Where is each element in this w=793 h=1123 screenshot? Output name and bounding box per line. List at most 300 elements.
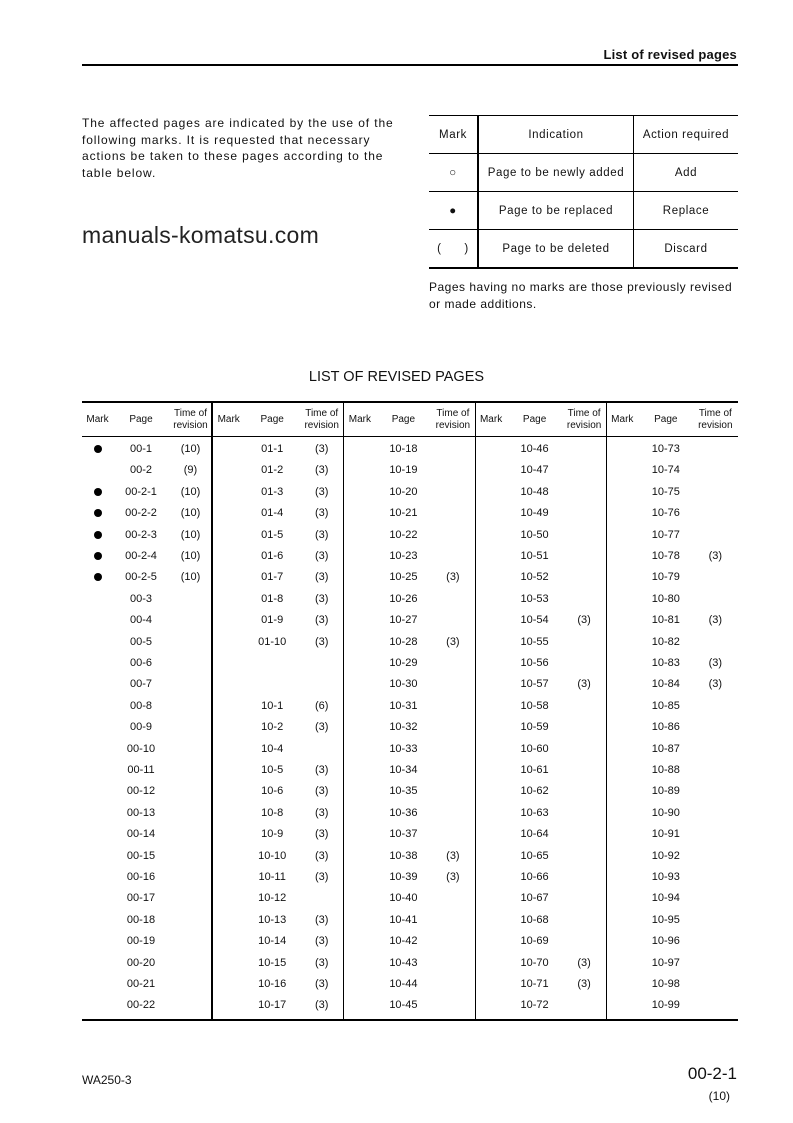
table-row xyxy=(82,589,211,610)
mark-cell xyxy=(344,503,375,524)
revised-pages-table xyxy=(82,401,738,1021)
revision-cell: (3) xyxy=(577,678,591,691)
mark-cell xyxy=(82,824,113,845)
mark-cell xyxy=(476,503,507,524)
revision-cell xyxy=(431,888,474,909)
header-time: Time of revision xyxy=(173,407,208,431)
revision-cell xyxy=(169,781,212,802)
page-cell: 10-53 xyxy=(520,592,549,605)
table-row xyxy=(607,781,738,802)
mark-cell xyxy=(344,567,375,588)
table-row xyxy=(213,995,343,1016)
revision-cell: (3) xyxy=(314,464,329,477)
table-row xyxy=(607,589,738,610)
table-row xyxy=(476,567,606,588)
revision-cell: (10) xyxy=(180,507,201,520)
revision-cell xyxy=(563,781,606,802)
page-cell: 10-89 xyxy=(651,785,680,798)
page-cell: 10-34 xyxy=(389,764,418,776)
revision-cell: (3) xyxy=(314,485,329,498)
revision-cell: (3) xyxy=(314,806,329,819)
table-row xyxy=(213,781,343,802)
table-row xyxy=(82,803,211,824)
revision-cell xyxy=(169,995,212,1016)
page-cell: 00-22 xyxy=(126,999,156,1012)
page-cell: 10-8 xyxy=(261,806,284,819)
revision-cell: (3) xyxy=(314,956,329,969)
table-row xyxy=(607,824,738,845)
watermark: manuals-komatsu.com xyxy=(82,222,320,248)
mark-cell xyxy=(344,653,375,674)
table-row xyxy=(607,460,738,481)
legend-header-action: Action required xyxy=(634,116,739,154)
table-row xyxy=(344,717,474,738)
mark-cell xyxy=(476,888,507,909)
mark-cell xyxy=(344,460,375,481)
mark-cell xyxy=(607,867,638,888)
mark-cell xyxy=(344,974,375,995)
mark-cell xyxy=(213,910,244,931)
revision-cell xyxy=(563,589,606,610)
revision-cell xyxy=(431,953,474,974)
revision-cell xyxy=(431,974,474,995)
revision-cell xyxy=(563,760,606,781)
mark-cell xyxy=(82,995,113,1016)
mark-cell xyxy=(82,888,113,909)
mark-cell xyxy=(344,610,375,631)
table-row xyxy=(607,760,738,781)
page-number: 00-2-1 xyxy=(687,1064,737,1083)
revision-cell xyxy=(169,739,212,760)
mark-cell xyxy=(213,867,244,888)
revision-cell xyxy=(694,824,737,845)
page-cell: 10-2 xyxy=(261,721,284,734)
header-time: Time of revision xyxy=(435,407,471,431)
header-mark: Mark xyxy=(479,413,503,425)
page-cell: 10-96 xyxy=(651,935,680,948)
table-row xyxy=(476,760,606,781)
revision-cell xyxy=(563,546,606,567)
revision-cell xyxy=(694,953,737,974)
table-row xyxy=(344,460,474,481)
mark-cell xyxy=(82,931,113,952)
model-number: WA250-3 xyxy=(82,1073,132,1087)
mark-cell xyxy=(82,653,113,674)
page-cell: 00-11 xyxy=(127,764,155,776)
mark-cell xyxy=(213,931,244,952)
table-row xyxy=(607,867,738,888)
mark-cell xyxy=(82,974,113,995)
table-row xyxy=(344,781,474,802)
page-cell: 10-42 xyxy=(389,935,418,948)
mark-cell xyxy=(344,589,375,610)
page-cell: 01-9 xyxy=(261,614,284,627)
mark-cell xyxy=(213,460,244,481)
revision-cell: (3) xyxy=(314,443,329,455)
table-row xyxy=(344,867,474,888)
page-cell: 01-3 xyxy=(261,485,284,498)
page-cell: 10-94 xyxy=(651,892,680,905)
revision-cell xyxy=(431,803,474,824)
page-cell: 00-19 xyxy=(126,935,156,948)
page-cell: 10-27 xyxy=(389,614,418,627)
mark-cell xyxy=(476,974,507,995)
legend-action: Discard xyxy=(634,230,739,269)
table-row xyxy=(82,910,211,931)
mark-cell xyxy=(344,674,375,695)
table-row xyxy=(82,974,211,995)
table-row xyxy=(344,824,474,845)
table-row xyxy=(213,525,343,546)
page-cell: 10-6 xyxy=(261,785,284,798)
mark-cell xyxy=(344,439,375,460)
table-row xyxy=(213,546,343,567)
mark-cell xyxy=(607,632,638,653)
mark-cell xyxy=(607,974,638,995)
table-row xyxy=(344,567,474,588)
revision-cell xyxy=(563,460,606,481)
mark-cell xyxy=(82,674,113,695)
table-row xyxy=(476,674,606,695)
revision-cell xyxy=(431,824,474,845)
page-revision: (10) xyxy=(708,1089,730,1103)
page-cell: 00-20 xyxy=(126,956,156,969)
revision-cell: (6) xyxy=(314,699,329,712)
revision-cell xyxy=(563,503,606,524)
mark-cell xyxy=(476,867,507,888)
mark-cell xyxy=(476,439,507,460)
table-row xyxy=(607,717,738,738)
table-row xyxy=(607,974,738,995)
table-column-group xyxy=(476,403,607,1019)
revision-cell: (3) xyxy=(446,849,460,862)
revision-cell xyxy=(169,846,212,867)
revision-cell xyxy=(694,846,737,867)
page-cell: 01-10 xyxy=(258,635,287,648)
page-cell: 10-92 xyxy=(651,849,680,862)
mark-cell xyxy=(476,460,507,481)
page-cell: 00-9 xyxy=(129,721,153,734)
table-row xyxy=(82,931,211,952)
table-row xyxy=(344,931,474,952)
table-row xyxy=(607,739,738,760)
table-row xyxy=(476,482,606,503)
page-cell: 10-18 xyxy=(389,443,418,455)
page-cell: 00-4 xyxy=(129,614,153,627)
revision-cell xyxy=(431,525,474,546)
revision-cell xyxy=(431,482,474,503)
mark-cell xyxy=(476,632,507,653)
table-row xyxy=(607,910,738,931)
mark-cell xyxy=(213,567,244,588)
mark-cell xyxy=(607,781,638,802)
mark-cell xyxy=(476,739,507,760)
note-paragraph: Pages having no marks are those previously revised or made additions. xyxy=(429,280,733,311)
page-cell: 10-62 xyxy=(520,785,549,798)
table-row xyxy=(344,525,474,546)
parentheses-mark-icon: ( ) xyxy=(429,230,478,269)
mark-cell xyxy=(607,739,638,760)
revision-cell xyxy=(694,867,737,888)
table-row xyxy=(82,503,211,524)
page-cell: 10-19 xyxy=(389,464,418,477)
mark-cell xyxy=(213,974,244,995)
table-row xyxy=(82,525,211,546)
page-cell: 10-56 xyxy=(520,657,549,669)
table-row xyxy=(82,439,211,460)
revision-cell xyxy=(563,567,606,588)
revision-cell xyxy=(169,589,212,610)
revision-cell xyxy=(431,717,474,738)
mark-cell xyxy=(82,910,113,931)
revision-cell xyxy=(563,739,606,760)
replaced-mark-icon xyxy=(82,439,113,460)
revision-cell xyxy=(169,717,212,738)
page-cell: 10-5 xyxy=(261,764,284,776)
revision-cell xyxy=(563,931,606,952)
revision-cell: (3) xyxy=(314,635,329,648)
revision-cell: (10) xyxy=(180,443,201,455)
replaced-mark-icon xyxy=(82,482,113,503)
revision-cell: (3) xyxy=(577,614,591,627)
intro-paragraph: The affected pages are indicated by the use of the following marks. It is requested that necessary actions be taken to these pages according to the table below. xyxy=(82,116,394,180)
mark-cell xyxy=(344,482,375,503)
revision-cell xyxy=(300,653,343,674)
legend-action: Replace xyxy=(634,192,739,230)
page-cell xyxy=(244,674,300,695)
mark-cell xyxy=(82,781,113,802)
page-cell: 10-74 xyxy=(651,464,680,477)
table-row xyxy=(607,696,738,717)
page-cell: 10-98 xyxy=(651,978,680,990)
revision-cell xyxy=(169,974,212,995)
legend-header-mark: Mark xyxy=(429,116,478,154)
page-cell: 10-59 xyxy=(520,721,549,734)
page-cell: 00-8 xyxy=(129,699,153,712)
mark-cell xyxy=(344,632,375,653)
table-row xyxy=(476,953,606,974)
revision-cell: (3) xyxy=(314,785,329,798)
table-row xyxy=(213,589,343,610)
revision-cell: (3) xyxy=(708,550,723,562)
revision-cell xyxy=(563,525,606,546)
page-cell: 10-36 xyxy=(389,806,418,819)
page-cell: 10-52 xyxy=(520,571,549,584)
header-page: Page xyxy=(522,413,547,425)
revision-cell xyxy=(169,696,212,717)
page-cell: 10-77 xyxy=(651,528,680,541)
revision-cell: (3) xyxy=(314,849,329,862)
mark-cell xyxy=(213,888,244,909)
table-row xyxy=(213,953,343,974)
revision-cell: (3) xyxy=(708,678,723,691)
table-row xyxy=(607,846,738,867)
table-row xyxy=(344,910,474,931)
revision-cell: (3) xyxy=(446,871,460,883)
page-cell: 10-55 xyxy=(520,635,549,648)
table-row xyxy=(344,760,474,781)
table-row xyxy=(213,888,343,909)
mark-cell xyxy=(213,803,244,824)
revision-cell: (3) xyxy=(314,592,329,605)
page-cell: 10-13 xyxy=(258,913,287,926)
header-page: Page xyxy=(260,413,284,425)
page-cell: 00-2-3 xyxy=(125,528,157,541)
mark-cell xyxy=(476,953,507,974)
table-row xyxy=(82,824,211,845)
table-row xyxy=(82,717,211,738)
page-cell: 00-13 xyxy=(126,806,156,819)
revision-cell: (3) xyxy=(314,764,329,776)
mark-cell xyxy=(476,803,507,824)
page-cell: 10-38 xyxy=(389,849,418,862)
page-cell: 10-81 xyxy=(651,614,680,627)
mark-cell xyxy=(607,525,638,546)
legend-header-indication: Indication xyxy=(478,116,634,154)
revision-cell: (3) xyxy=(314,550,329,562)
header-time: Time of revision xyxy=(566,407,602,431)
replaced-mark-icon xyxy=(82,567,113,588)
mark-cell xyxy=(213,674,244,695)
mark-cell xyxy=(213,824,244,845)
table-row xyxy=(476,781,606,802)
mark-cell xyxy=(213,781,244,802)
table-row xyxy=(476,610,606,631)
page-cell: 00-14 xyxy=(126,828,156,841)
revision-cell xyxy=(563,632,606,653)
revision-cell xyxy=(431,995,474,1016)
page-cell: 10-51 xyxy=(520,550,549,562)
page-cell: 10-66 xyxy=(520,871,549,883)
legend-indication: Page to be replaced xyxy=(478,192,634,230)
header-mark: Mark xyxy=(86,413,109,425)
mark-cell xyxy=(476,717,507,738)
revision-cell xyxy=(431,781,474,802)
mark-cell xyxy=(213,696,244,717)
table-row xyxy=(607,632,738,653)
table-row xyxy=(607,546,738,567)
revision-cell: (3) xyxy=(314,913,329,926)
revision-cell xyxy=(563,867,606,888)
page-cell: 10-69 xyxy=(520,935,549,948)
mark-cell xyxy=(82,589,113,610)
table-column-group xyxy=(213,403,344,1019)
revision-cell xyxy=(169,824,212,845)
revision-cell xyxy=(169,803,212,824)
mark-cell xyxy=(344,846,375,867)
page-cell: 10-15 xyxy=(258,956,287,969)
page-cell: 00-2-5 xyxy=(125,571,157,584)
page-cell: 10-50 xyxy=(520,528,549,541)
mark-cell xyxy=(476,696,507,717)
mark-cell xyxy=(213,953,244,974)
table-row xyxy=(344,803,474,824)
table-column-group xyxy=(82,403,213,1019)
page-cell: 00-5 xyxy=(129,635,153,648)
page-cell: 10-12 xyxy=(258,892,287,905)
revision-cell xyxy=(169,910,212,931)
page-cell: 10-29 xyxy=(389,657,418,669)
revision-cell xyxy=(694,460,737,481)
revision-cell xyxy=(563,995,606,1016)
table-row xyxy=(476,546,606,567)
mark-cell xyxy=(213,632,244,653)
table-row xyxy=(476,589,606,610)
table-row xyxy=(476,910,606,931)
page-cell: 10-21 xyxy=(389,507,418,520)
table-row xyxy=(344,653,474,674)
header-page: Page xyxy=(654,413,678,425)
page-cell xyxy=(244,653,300,674)
table-row xyxy=(607,803,738,824)
table-row xyxy=(344,546,474,567)
revision-cell: (3) xyxy=(446,635,460,648)
page-cell: 10-1 xyxy=(261,699,284,712)
mark-cell xyxy=(476,760,507,781)
table-row xyxy=(344,610,474,631)
revision-cell: (10) xyxy=(180,528,201,541)
mark-cell xyxy=(476,567,507,588)
page-cell: 00-6 xyxy=(129,657,153,669)
table-row xyxy=(607,653,738,674)
revision-cell xyxy=(431,739,474,760)
table-row xyxy=(344,439,474,460)
mark-cell xyxy=(476,781,507,802)
mark-cell xyxy=(213,610,244,631)
revision-cell xyxy=(431,460,474,481)
revision-cell xyxy=(563,439,606,460)
mark-cell xyxy=(213,739,244,760)
mark-cell xyxy=(607,931,638,952)
page-cell: 10-10 xyxy=(258,849,287,862)
page-cell: 10-90 xyxy=(651,806,680,819)
table-row xyxy=(82,610,211,631)
page-cell: 10-73 xyxy=(651,443,680,455)
table-row xyxy=(607,610,738,631)
table-row xyxy=(344,674,474,695)
page-cell: 10-88 xyxy=(651,764,680,776)
table-row xyxy=(82,739,211,760)
header-mark: Mark xyxy=(611,413,634,425)
table-row xyxy=(476,931,606,952)
table-column-group xyxy=(607,403,738,1019)
table-row xyxy=(213,910,343,931)
table-row xyxy=(344,974,474,995)
revision-cell xyxy=(431,910,474,931)
page-cell: 10-22 xyxy=(389,528,418,541)
page-cell: 01-4 xyxy=(261,507,284,520)
mark-cell xyxy=(607,953,638,974)
revision-cell xyxy=(694,439,737,460)
page-cell: 10-60 xyxy=(520,742,549,755)
revision-cell: (3) xyxy=(314,871,329,883)
revision-cell xyxy=(431,503,474,524)
page-cell: 10-61 xyxy=(520,764,549,776)
revision-cell: (3) xyxy=(314,978,329,990)
table-row xyxy=(607,674,738,695)
table-row xyxy=(213,760,343,781)
page-cell: 10-23 xyxy=(389,550,418,562)
page-cell: 10-11 xyxy=(258,871,286,883)
page-cell: 10-70 xyxy=(520,956,549,969)
table-row xyxy=(344,739,474,760)
page-cell: 10-87 xyxy=(651,742,680,755)
replaced-mark-icon xyxy=(82,546,113,567)
mark-cell xyxy=(344,953,375,974)
table-row xyxy=(476,717,606,738)
table-header xyxy=(344,403,474,437)
mark-cell xyxy=(344,717,375,738)
